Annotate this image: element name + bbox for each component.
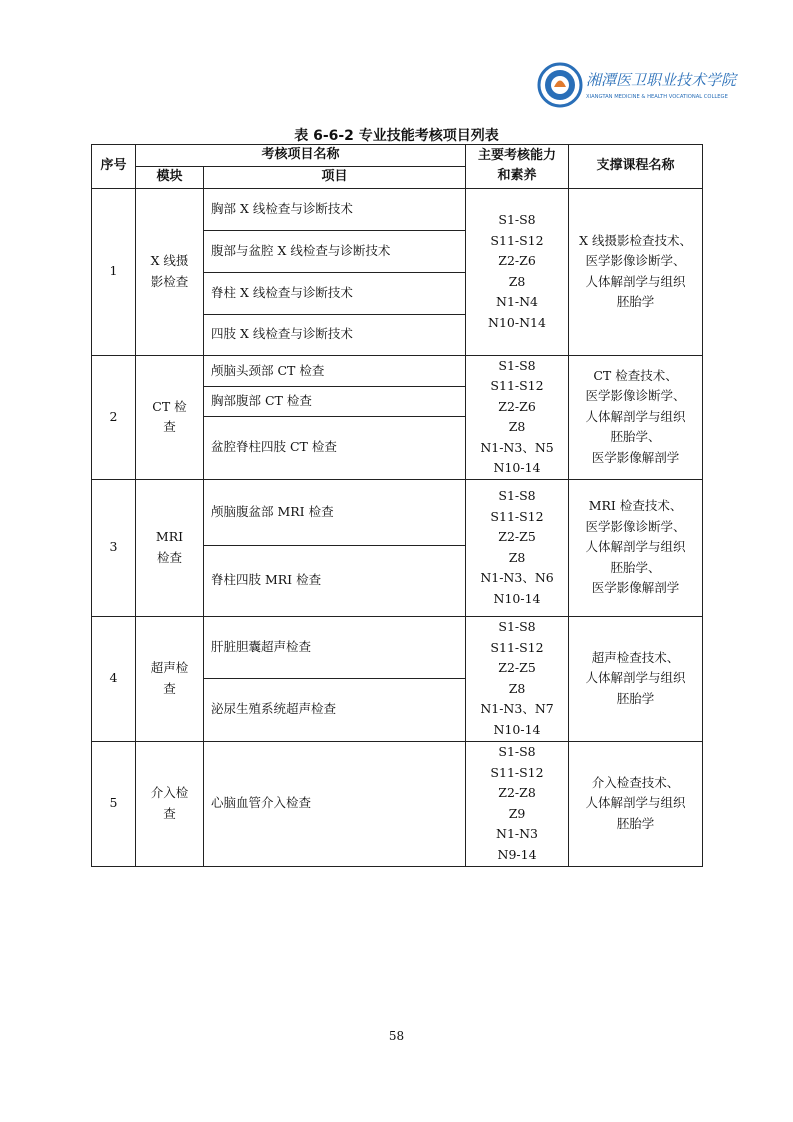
module-cell: 介入检查 [136, 741, 204, 866]
course-line: 医学影像解剖学 [591, 449, 680, 465]
item-cell: 颅脑头颈部 CT 检查 [204, 355, 466, 387]
ability-line: Z9 [508, 805, 526, 821]
seq-cell: 3 [92, 479, 136, 616]
course-line: 人体解剖学与组织 [585, 795, 686, 811]
course-line: X 线摄影检查技术、 [579, 232, 692, 248]
ability-line: S1-S8 [498, 357, 536, 373]
module-cell: MRI 检查 [136, 479, 204, 616]
item-cell: 颅脑腹盆部 MRI 检查 [204, 479, 466, 545]
course-cell [569, 741, 703, 866]
course-line: 人体解剖学与组织 [585, 408, 686, 424]
item-cell: 盆腔脊柱四肢 CT 检查 [204, 416, 466, 479]
ability-cell [466, 188, 569, 355]
module-cell: CT 检查 [136, 355, 204, 479]
ability-line: N10-N14 [488, 314, 546, 330]
course-cell [569, 355, 703, 479]
skills-table [91, 144, 703, 867]
ability-line: Z8 [508, 549, 526, 565]
course-line: 人体解剖学与组织 [585, 273, 686, 289]
course-line: 胚胎学、 [610, 559, 661, 575]
ability-cell [466, 479, 569, 616]
module-cell: 超声检查 [136, 616, 204, 741]
item-cell: 肝脏胆囊超声检查 [204, 616, 466, 678]
ability-line: N1-N3、N5 [480, 439, 554, 455]
course-line: MRI 检查技术、 [588, 498, 683, 514]
seq-cell: 2 [92, 355, 136, 479]
item-cell: 胸部 X 线检查与诊断技术 [204, 188, 466, 230]
ability-line: N1-N4 [496, 294, 539, 309]
logo-en-text: XIANGTAN MEDICINE & HEALTH VOCATIONAL COLLEGE [586, 94, 728, 100]
ability-line: Z8 [508, 273, 526, 289]
page-number: 58 [388, 1029, 405, 1043]
ability-line: Z2-Z6 [498, 398, 536, 414]
ability-line: N10-14 [493, 460, 541, 475]
ability-line: N1-N3、N6 [480, 570, 554, 585]
item-cell: 腹部与盆腔 X 线检查与诊断技术 [204, 230, 466, 272]
table-row [92, 479, 703, 545]
header-seq: 序号 [92, 145, 136, 189]
course-line: 医学影像诊断学、 [585, 253, 686, 268]
ability-cell [466, 355, 569, 479]
course-line: 医学影像诊断学、 [585, 388, 686, 404]
ability-line: Z2-Z6 [498, 253, 536, 268]
course-line: 介入检查技术、 [591, 774, 680, 790]
ability-line: S11-S12 [490, 639, 544, 655]
ability-line: S11-S12 [490, 378, 544, 393]
course-line: 超声检查技术、 [591, 649, 680, 665]
table-row [92, 188, 703, 230]
course-line: 胚胎学、 [610, 429, 661, 445]
table-row [92, 355, 703, 387]
item-cell: 四肢 X 线检查与诊断技术 [204, 314, 466, 355]
header-item: 项目 [204, 167, 466, 189]
item-cell: 脊柱四肢 MRI 检查 [204, 545, 466, 616]
course-line: CT 检查技术、 [593, 367, 678, 383]
logo-cn-text: 湘潭医卫职业技术学院 [586, 71, 737, 89]
ability-line: S1-S8 [498, 619, 536, 634]
course-line: 胚胎学 [616, 815, 655, 831]
college-logo [536, 60, 751, 110]
ability-cell [466, 616, 569, 741]
header-course: 支撑课程名称 [569, 145, 703, 189]
ability-line: S1-S8 [498, 744, 536, 759]
item-cell: 心脑血管介入检查 [204, 741, 466, 866]
item-cell: 胸部腹部 CT 检查 [204, 387, 466, 417]
ability-line: S11-S12 [490, 508, 544, 524]
course-line: 胚胎学 [616, 294, 655, 309]
course-cell [569, 188, 703, 355]
ability-line: N1-N3、N7 [480, 701, 554, 716]
header-ability: 主要考核能力和素养 [466, 145, 569, 189]
item-cell: 脊柱 X 线检查与诊断技术 [204, 272, 466, 314]
course-line: 医学影像诊断学、 [585, 518, 686, 534]
ability-line: S1-S8 [498, 212, 536, 227]
table-caption: 表 6-6-2 专业技能考核项目列表 [294, 128, 499, 144]
ability-line: S11-S12 [490, 764, 544, 780]
table-body [92, 188, 703, 866]
module-cell: X 线摄影检查 [136, 188, 204, 355]
seq-cell: 4 [92, 616, 136, 741]
ability-line: S1-S8 [498, 488, 536, 503]
table-row [92, 741, 703, 866]
ability-line: Z8 [508, 419, 526, 434]
course-line: 医学影像解剖学 [591, 580, 680, 596]
seq-cell: 1 [92, 188, 136, 355]
table-row [92, 616, 703, 678]
header-project-name: 考核项目名称 [136, 145, 466, 167]
ability-line: Z2-Z8 [498, 785, 536, 800]
course-line: 胚胎学 [616, 690, 655, 706]
ability-line: N10-14 [493, 721, 541, 737]
ability-line: Z2-Z5 [498, 529, 536, 544]
course-line: 人体解剖学与组织 [585, 670, 686, 686]
seq-cell: 5 [92, 741, 136, 866]
course-cell [569, 479, 703, 616]
ability-cell [466, 741, 569, 866]
ability-line: Z8 [508, 680, 526, 696]
item-cell: 泌尿生殖系统超声检查 [204, 678, 466, 741]
ability-line: N10-14 [493, 590, 541, 606]
course-line: 人体解剖学与组织 [585, 539, 686, 555]
ability-line: Z2-Z5 [498, 660, 536, 675]
ability-line: S11-S12 [490, 232, 544, 248]
ability-line: N9-14 [497, 846, 537, 862]
course-cell [569, 616, 703, 741]
ability-line: N1-N3 [496, 826, 539, 841]
header-module: 模块 [136, 167, 204, 189]
